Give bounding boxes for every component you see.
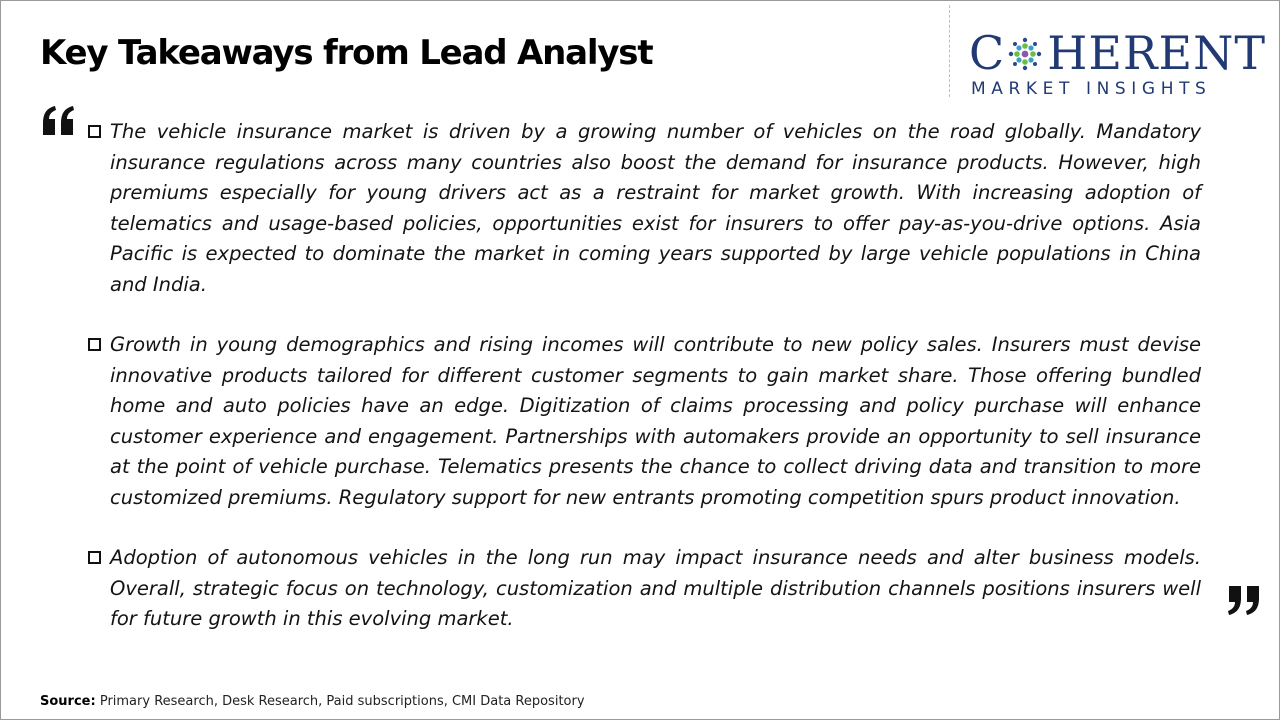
- bullet-text: Growth in young demographics and rising incomes will contribute to new policy sales. Insurers must devise innovative products tailored for different customer segments to gain market share. Those offering bundled home and auto policies have an edge. Digitization of claims processing and policy purchase will enhance customer experience and engagement. Partnerships with automakers provide an opportunity to sell insurance at the point of vehicle purchase. Telematics presents the chance to collect driving data and transition to more customized premiums. Regulatory support for new entrants promoting competition spurs product innovation.: [110, 333, 1201, 509]
- logo-tagline: MARKET INSIGHTS: [971, 79, 1212, 99]
- page-title: Key Takeaways from Lead Analyst: [40, 33, 653, 73]
- close-quote-icon: [1225, 584, 1261, 616]
- checkbox-bullet-icon: [88, 338, 101, 351]
- checkbox-bullet-icon: [88, 125, 101, 138]
- bullet-text: Adoption of autonomous vehicles in the long run may impact insurance needs and alter business models. Overall, strategic focus on technology, customization and multiple distribution channels positions insurers well for future growth in this evolving market.: [110, 546, 1201, 630]
- bullet-text: The vehicle insurance market is driven by a growing number of vehicles on the road globally. Mandatory insurance regulations across many countries also boost the demand for insurance products. However, high premiums especially for young drivers act as a restraint for market growth. With increasing adoption of telematics and usage-based policies, opportunities exist for insurers to offer pay-as-you-drive options. Asia Pacific is expected to dominate the market in coming years supported by large vehicle populations in China and India.: [110, 120, 1201, 296]
- logo-wordmark: [969, 27, 1266, 79]
- company-logo: [969, 26, 1267, 99]
- open-quote-icon: [41, 105, 77, 137]
- header-divider: [949, 5, 950, 97]
- list-item: [87, 543, 1201, 635]
- checkbox-bullet-icon: [88, 551, 101, 564]
- logo-letter-c: C: [969, 26, 1006, 80]
- source-text: Primary Research, Desk Research, Paid subscriptions, CMI Data Repository: [99, 694, 585, 709]
- list-item: [87, 330, 1201, 513]
- source-note: [40, 694, 585, 709]
- logo-letters: HERENT: [1047, 26, 1267, 80]
- source-label: Source:: [40, 694, 96, 709]
- list-item: [87, 117, 1201, 300]
- takeaways-list: [87, 117, 1201, 665]
- globe-dots-icon: [1007, 36, 1043, 72]
